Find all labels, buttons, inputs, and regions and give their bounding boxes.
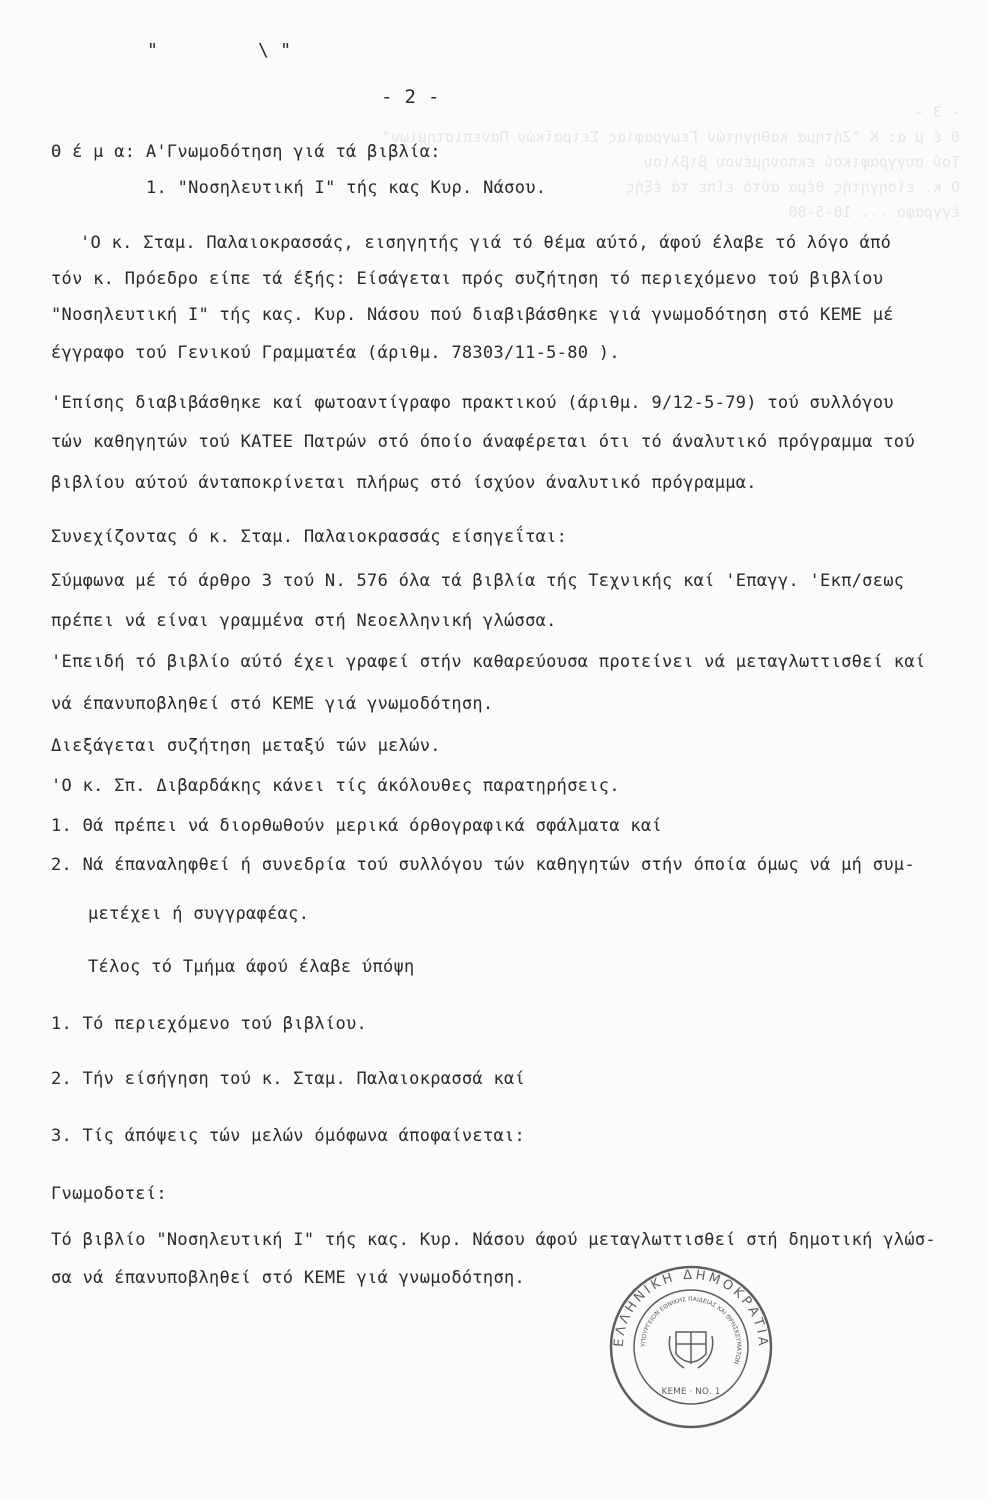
official-stamp bbox=[606, 1262, 776, 1432]
paragraph-line: 2. Τήν είσήγηση τού κ. Σταμ. Παλαιοκρασσά καί bbox=[51, 1069, 526, 1089]
paragraph-line: Γνωμοδοτεί: bbox=[51, 1184, 167, 1204]
book-item: 1. "Νοσηλευτική Ι" τής κας Κυρ. Νάσου. bbox=[146, 178, 547, 198]
paragraph-line: έγγραφο τού Γενικού Γραμματέα (άριθμ. 78303/11-5-80 ). bbox=[51, 343, 620, 363]
top-mark-right: \ " bbox=[258, 40, 292, 61]
paragraph-line: 2. Νά έπαναληφθεί ή συνεδρία τού συλλόγου τών καθηγητών στήν όποία όμως νά μή συμ- bbox=[51, 855, 915, 875]
paragraph-line: 'Ο κ. Σπ. Διβαρδάκης κάνει τίς άκόλουθες παρατηρήσεις. bbox=[51, 776, 620, 796]
paragraph-line: σα νά έπανυποβληθεί στό ΚΕΜΕ γιά γνωμοδότηση. bbox=[51, 1268, 526, 1288]
paragraph-line: βιβλίου αύτού άνταποκρίνεται πλήρως στό ίσχύον άναλυτικό πρόγραμμα. bbox=[51, 473, 757, 493]
stamp-inner-text: ΥΠΟΥΡΓΕΙΟΝ ΕΘΝΙΚΗΣ ΠΑΙΔΕΙΑΣ ΚΑΙ ΘΡΗΣΚΕΥΜΑΤΩΝ bbox=[639, 1295, 743, 1365]
stamp-outer-text: ΕΛΛΗΝΙΚΗ ΔΗΜΟΚΡΑΤΙΑ bbox=[611, 1267, 771, 1350]
top-mark-left: " bbox=[147, 40, 159, 61]
paragraph-line: μετέχει ή συγγραφέας. bbox=[88, 904, 310, 924]
bleed-through-text: - 3 - Θ έ μ α: Κ "Ζήτημα καθηγητών Γεωγραφίας Σειραϊκών Πανεπιστημίων" Τού συγγραφικού εκπονημένου βιβλίου Ο κ. είσηγητής θέμα αύτό είπε τά έξής έγγραφο ... 10-5-80 bbox=[382, 103, 960, 221]
paragraph-line: νά έπανυποβληθεί στό ΚΕΜΕ γιά γνωμοδότηση. bbox=[51, 694, 494, 714]
page-number: - 2 - bbox=[381, 86, 440, 108]
paragraph-line: 'Επίσης διαβιβάσθηκε καί φωτοαντίγραφο πρακτικού (άριθμ. 9/12-5-79) τού συλλόγου bbox=[51, 393, 894, 413]
paragraph-line: Τέλος τό Τμήμα άφού έλαβε ύπόψη bbox=[88, 957, 415, 977]
paragraph-line: 1. Θά πρέπει νά διορθωθούν μερικά όρθογραφικά σφάλματα καί bbox=[51, 816, 663, 836]
paragraph-line: "Νοσηλευτική Ι" τής κας. Κυρ. Νάσου πού διαβιβάσθηκε γιά γνωμοδότηση στό ΚΕΜΕ μέ bbox=[51, 305, 894, 325]
paragraph-line: 1. Τό περιεχόμενο τού βιβλίου. bbox=[51, 1014, 368, 1034]
subject-line: Θ έ μ α: Α'Γνωμοδότηση γιά τά βιβλία: bbox=[51, 142, 441, 162]
paragraph-line: Τό βιβλίο "Νοσηλευτική Ι" τής κας. Κυρ. Νάσου άφού μεταγλωττισθεί στή δημοτική γλώσ- bbox=[51, 1230, 936, 1250]
paragraph-line: τόν κ. Πρόεδρο είπε τά έξής: Είσάγεται πρός συζήτηση τό περιεχόμενο τού βιβλίου bbox=[51, 269, 884, 289]
paragraph-line: 'Ο κ. Σταμ. Παλαιοκρασσάς, εισηγητής γιά τό θέμα αύτό, άφού έλαβε τό λόγο άπό bbox=[80, 233, 892, 253]
paragraph-line: τών καθηγητών τού ΚΑΤΕΕ Πατρών στό όποίο άναφέρεται ότι τό άναλυτικό πρόγραμμα τού bbox=[51, 432, 915, 452]
stamp-bottom-text: ΚΕΜΕ · ΝΟ. 1 bbox=[661, 1387, 721, 1397]
paragraph-line: 3. Τίς άπόψεις τών μελών όμόφωνα άποφαίνεται: bbox=[51, 1126, 526, 1146]
paragraph-line: πρέπει νά είναι γραμμένα στή Νεοελληνική γλώσσα. bbox=[51, 611, 557, 631]
paragraph-line: Συνεχίζοντας ό κ. Σταμ. Παλαιοκρασσάς είσηγεΐται: bbox=[51, 527, 568, 547]
coat-of-arms-icon bbox=[669, 1332, 712, 1368]
paragraph-line: 'Επειδή τό βιβλίο αύτό έχει γραφεί στήν καθαρεύουσα προτείνει νά μεταγλωττισθεί καί bbox=[51, 652, 926, 672]
paragraph-line: Διεξάγεται συζήτηση μεταξύ τών μελών. bbox=[51, 736, 441, 756]
paragraph-line: Σύμφωνα μέ τό άρθρο 3 τού Ν. 576 όλα τά βιβλία τής Τεχνικής καί 'Επαγγ. 'Εκπ/σεως bbox=[51, 571, 905, 591]
